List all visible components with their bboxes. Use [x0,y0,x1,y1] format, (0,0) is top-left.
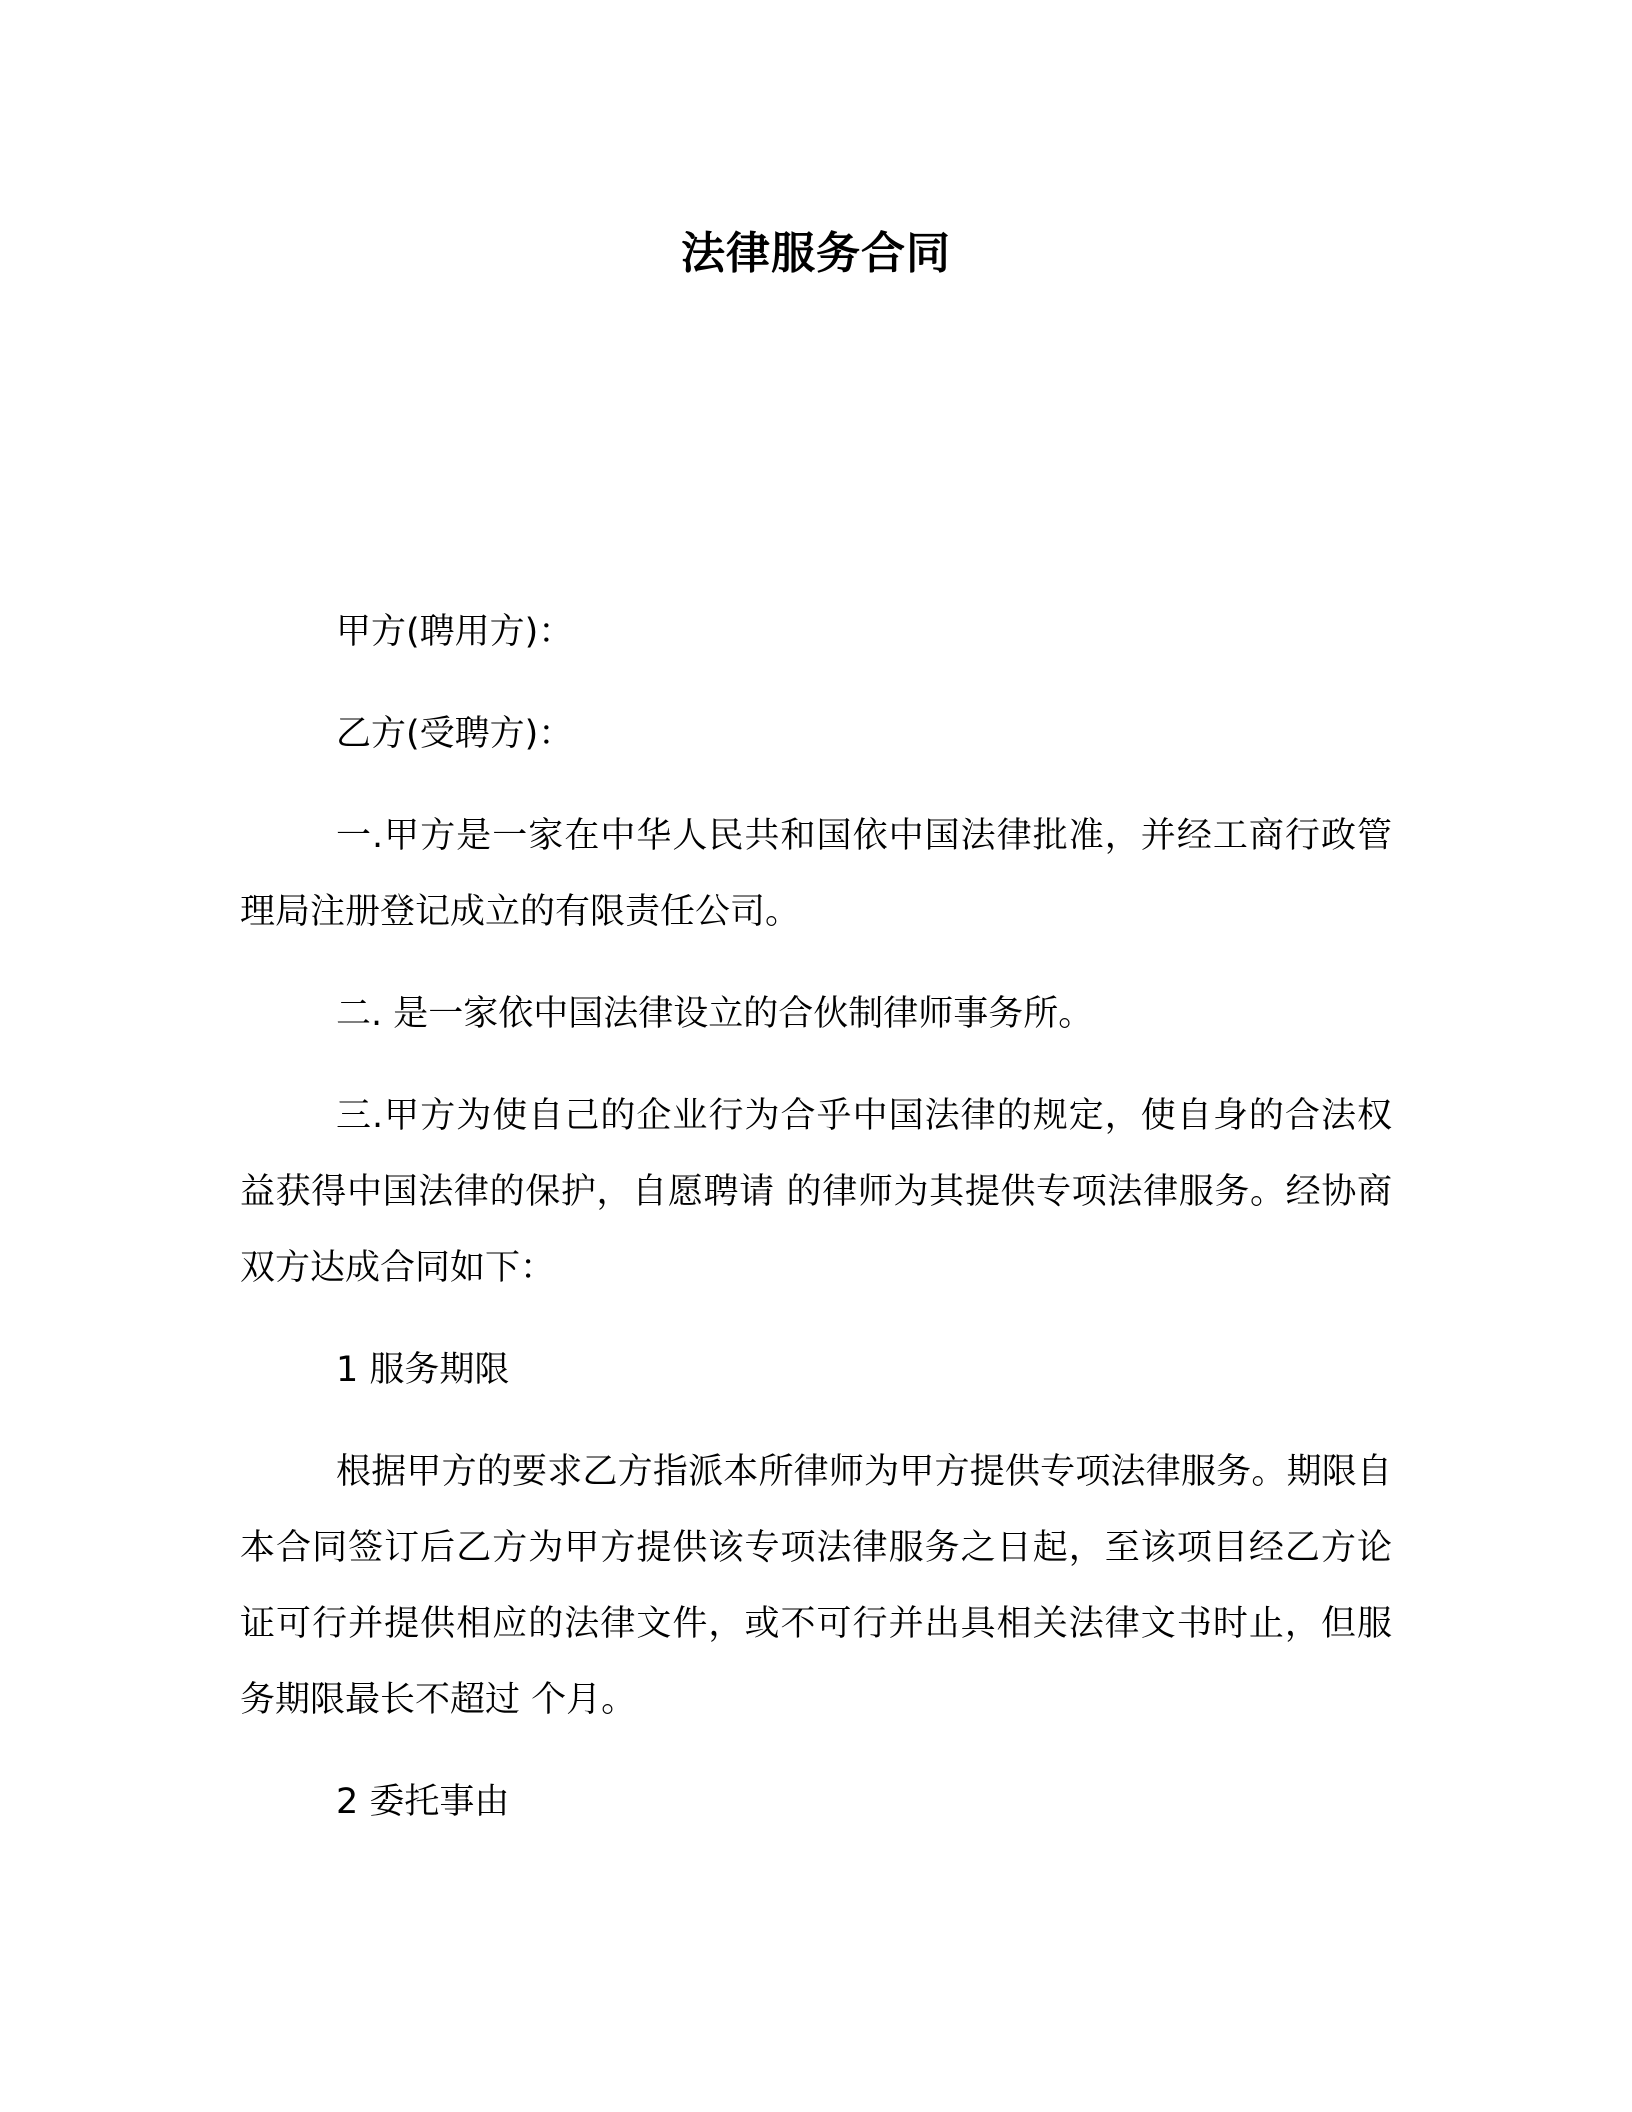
document-title: 法律服务合同 [681,228,951,279]
party-b-line: 乙方(受聘方)： [336,714,574,754]
section-heading-service-term: 1 服务期限 [336,1350,510,1390]
party-a-line: 甲方(聘用方)： [336,612,574,652]
clause-one: 一.甲方是一家在中华人民共和国依中国法律批准，并经工商行政管理局注册登记成立的有限责任公司。 [240,816,1392,932]
document-body [240,594,1392,1866]
service-term-paragraph: 根据甲方的要求乙方指派本所律师为甲方提供专项法律服务。期限自本合同签订后乙方为甲方提供该专项法律服务之日起，至该项目经乙方论证可行并提供相应的法律文件，或不可行并出具相关法律文书时止，但服务期限最长不超过 个月。 [240,1452,1392,1720]
section-heading-entrusted-matter: 2 委托事由 [336,1782,510,1822]
clause-three: 三.甲方为使自己的企业行为合乎中国法律的规定，使自身的合法权益获得中国法律的保护，自愿聘请 的律师为其提供专项法律服务。经协商双方达成合同如下： [240,1096,1392,1288]
clause-two: 二. 是一家依中国法律设立的合伙制律师事务所。 [336,994,1094,1034]
